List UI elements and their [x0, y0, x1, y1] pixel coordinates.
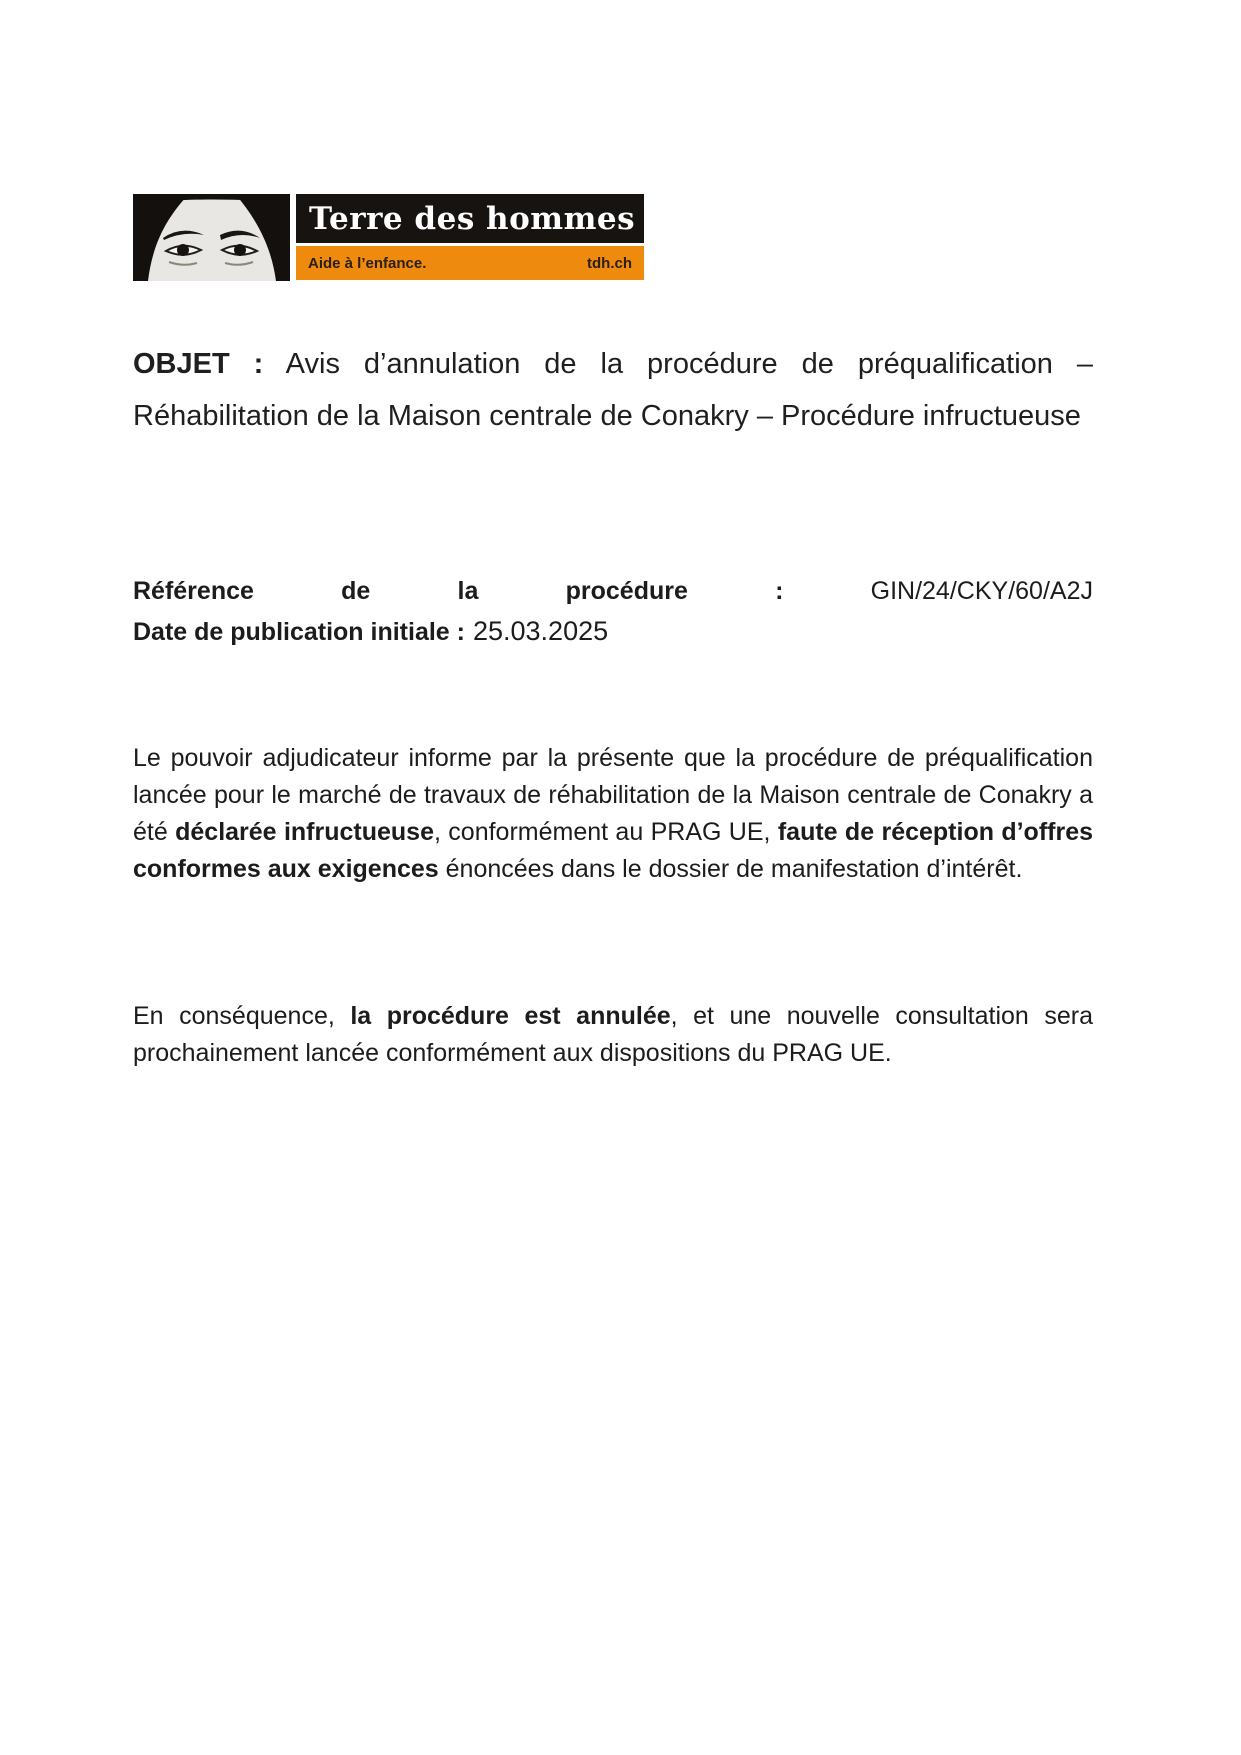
reference-word: la [457, 577, 479, 605]
reference-word: Référence [133, 577, 254, 605]
paragraph-segment: Le pouvoir adjudicateur informe par la présente que la procédure de préqualification lancée pour le marché de travaux de réhabilitation de la Maison centrale de Conakry a été [133, 744, 1093, 846]
body-paragraph-2 [133, 998, 1093, 1072]
tdh-logo [133, 194, 644, 281]
subject-heading [133, 338, 1093, 442]
paragraph-segment: , et une nouvelle consultation sera prochainement lancée conformément aux dispositions du PRAG UE. [133, 1002, 1093, 1067]
paragraph-segment: énoncées dans le dossier de manifestation d’intérêt. [438, 855, 1023, 883]
logo-wordmark: Terre des hommes [296, 194, 644, 243]
procedure-reference-line [133, 572, 1093, 610]
paragraph-segment: En conséquence, [133, 1002, 351, 1030]
paragraph-segment: , conformément au PRAG UE, [433, 818, 778, 846]
subject-text: Avis d’annulation de la procédure de préqualification – Réhabilitation de la Maison centrale de Conakry – Procédure infructueuse [133, 348, 1093, 432]
reference-colon: : [775, 577, 784, 605]
procedure-reference-value: GIN/24/CKY/60/A2J [870, 577, 1093, 605]
publication-date-value: 25.03.2025 [472, 616, 609, 646]
logo-domain: tdh.ch [587, 254, 632, 272]
paragraph-segment-bold: la procédure est annulée [350, 1002, 671, 1030]
logo-tagline-bar [296, 246, 644, 280]
publication-date-label: Date de publication initiale : [133, 618, 465, 646]
reference-block [133, 572, 1093, 651]
publication-date-line [133, 612, 1093, 651]
paragraph-segment-bold: déclarée infructueuse [175, 818, 434, 846]
paragraph-segment-bold: faute de réception d’offres conformes aux exigences [133, 818, 1094, 883]
logo-eyes-image [133, 194, 290, 281]
subject-label: OBJET : [133, 348, 264, 380]
reference-word: procédure [565, 577, 688, 605]
logo-bars [296, 194, 644, 280]
logo-tagline: Aide à l’enfance. [308, 254, 427, 272]
body-paragraph-1 [133, 740, 1093, 888]
reference-word: de [341, 577, 371, 605]
